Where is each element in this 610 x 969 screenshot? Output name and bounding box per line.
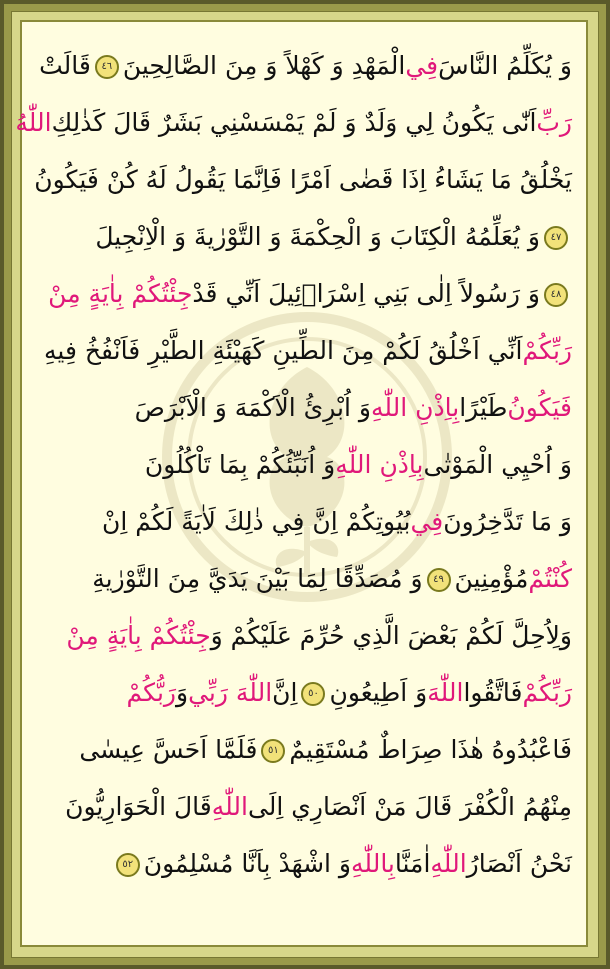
highlighted-word: رَبِّكُمْ (522, 678, 572, 707)
verse-text: وَ اُبْرِئُ الْاَكْمَهَ وَ الْاَبْرَصَ (134, 393, 371, 422)
highlighted-word: اللّٰهِ (430, 849, 467, 878)
verse-text: قَالَ الْحَوَارِيُّونَ (65, 792, 212, 821)
verse-line (36, 667, 572, 719)
verse-line (36, 553, 572, 605)
highlighted-word: فِي (410, 507, 444, 536)
verse-line (36, 496, 572, 548)
highlighted-word: رَبِّ (536, 108, 572, 137)
ayah-number-marker: ٤٨ (544, 283, 568, 307)
verse-text: مِنْهُمُ الْكُفْرَ قَالَ مَنْ اَنْصَارِي اِلَى (247, 792, 572, 821)
verse-line (36, 325, 572, 377)
text-lines (15, 22, 586, 945)
verse-text: مُؤْمِنِينَ (454, 564, 529, 593)
highlighted-word: اللّٰهَ (427, 678, 464, 707)
verse-text: اِنَّ (272, 678, 298, 707)
ayah-number-marker: ٤٩ (427, 568, 451, 592)
verse-text: وَ رَسُولاً اِلٰى بَنِي اِسْرَاۤئِيلَ اَنِّي قَدْ (192, 279, 540, 308)
highlighted-word: بِاِذْنِ اللّٰهِ (335, 450, 424, 479)
verse-text: وَ يُعَلِّمُهُ الْكِتَابَ وَ الْحِكْمَةَ وَ التَّوْرٰيةَ وَ الْاِنْجِيلَ (95, 222, 540, 251)
verse-line (36, 439, 572, 491)
verse-text: الْمَهْدِ وَ كَهْلاً وَ مِنَ الصَّالِحِينَ (122, 51, 406, 80)
verse-line (36, 268, 572, 320)
highlighted-word: جِئْتُكُمْ بِاٰيَةٍ مِنْ (48, 279, 193, 308)
ayah-number-marker: ٥٠ (301, 682, 325, 706)
verse-text: وَ مُصَدِّقًا لِمَا بَيْنَ يَدَيَّ مِنَ التَّوْرٰيةِ (92, 564, 423, 593)
verse-text: وَ اُنَبِّئُكُمْ بِمَا تَاْكُلُونَ (144, 450, 336, 479)
highlighted-word: اللّٰهِ (211, 792, 248, 821)
verse-text: فَاعْبُدُوهُ هٰذَا صِرَاطٌ مُسْتَقِيمٌ (289, 735, 572, 764)
verse-text: اٰمَنَّا (394, 849, 431, 878)
highlighted-word: بِاللّٰهِ (351, 849, 395, 878)
verse-line (36, 781, 572, 833)
verse-line (36, 382, 572, 434)
verse-text: نَحْنُ اَنْصَارُ (466, 849, 572, 878)
highlighted-word: اللّٰهُ (15, 108, 52, 137)
verse-text: وَلِاُحِلَّ لَكُمْ بَعْضَ الَّذِي حُرِّمَ عَلَيْكُمْ وَ (210, 621, 572, 650)
verse-text: طَيْرًا (459, 393, 508, 422)
highlighted-word: فِي (405, 51, 439, 80)
ayah-number-marker: ٥٢ (116, 853, 140, 877)
verse-line (36, 838, 572, 890)
highlighted-word: رَبِّكُمْ (522, 336, 572, 365)
verse-text: وَ يُكَلِّمُ النَّاسَ (438, 51, 572, 80)
verse-text: اَنّٰى يَكُونُ لِي وَلَدٌ وَ لَمْ يَمْسَسْنِي بَشَرٌ قَالَ كَذٰلِكِ (51, 108, 537, 137)
verse-text: فَلَمَّا اَحَسَّ عِيسٰى (79, 735, 258, 764)
verse-text: وَ اشْهَدْ بِاَنَّا مُسْلِمُونَ (143, 849, 352, 878)
verse-line (36, 40, 572, 92)
ayah-number-marker: ٤٦ (95, 55, 119, 79)
highlighted-word: كُنْتُمْ (528, 564, 572, 593)
highlighted-word: بِاِذْنِ اللّٰهِ (370, 393, 460, 422)
verse-text: فَاتَّقُوا (463, 678, 523, 707)
highlighted-word: رَبُّكُمْ (126, 678, 177, 707)
ayah-number-marker: ٥١ (261, 739, 285, 763)
verse-text: وَ مَا تَدَّخِرُونَ (443, 507, 572, 536)
verse-line (36, 154, 572, 206)
verse-text: وَ (176, 678, 189, 707)
verse-text: وَ اُحْيِي الْمَوْتٰى (423, 450, 572, 479)
verse-text: يَخْلُقُ مَا يَشَاءُ اِذَا قَضٰى اَمْرًا فَاِنَّمَا يَقُولُ لَهُ كُنْ فَيَكُونُ (34, 165, 572, 194)
mushaf-page (15, 20, 588, 947)
verse-line (36, 724, 572, 776)
verse-line (36, 211, 572, 263)
verse-text: اَنِّي اَخْلُقُ لَكُمْ مِنَ الطِّينِ كَهَيْئَةِ الطَّيْرِ فَاَنْفُخُ فِيهِ (44, 336, 523, 365)
highlighted-word: اللّٰهَ رَبِّي (188, 678, 273, 707)
verse-line (36, 610, 572, 662)
verse-text: بُيُوتِكُمْ اِنَّ فِي ذٰلِكَ لَاٰيَةً لَكُمْ اِنْ (102, 507, 411, 536)
highlighted-word: جِئْتُكُمْ بِاٰيَةٍ مِنْ (66, 621, 211, 650)
highlighted-word: فَيَكُونُ (507, 393, 572, 422)
verse-text: قَالَتْ (39, 51, 91, 80)
verse-line (15, 97, 572, 149)
verse-text: وَ اَطِيعُونِ (329, 678, 428, 707)
ayah-number-marker: ٤٧ (544, 226, 568, 250)
